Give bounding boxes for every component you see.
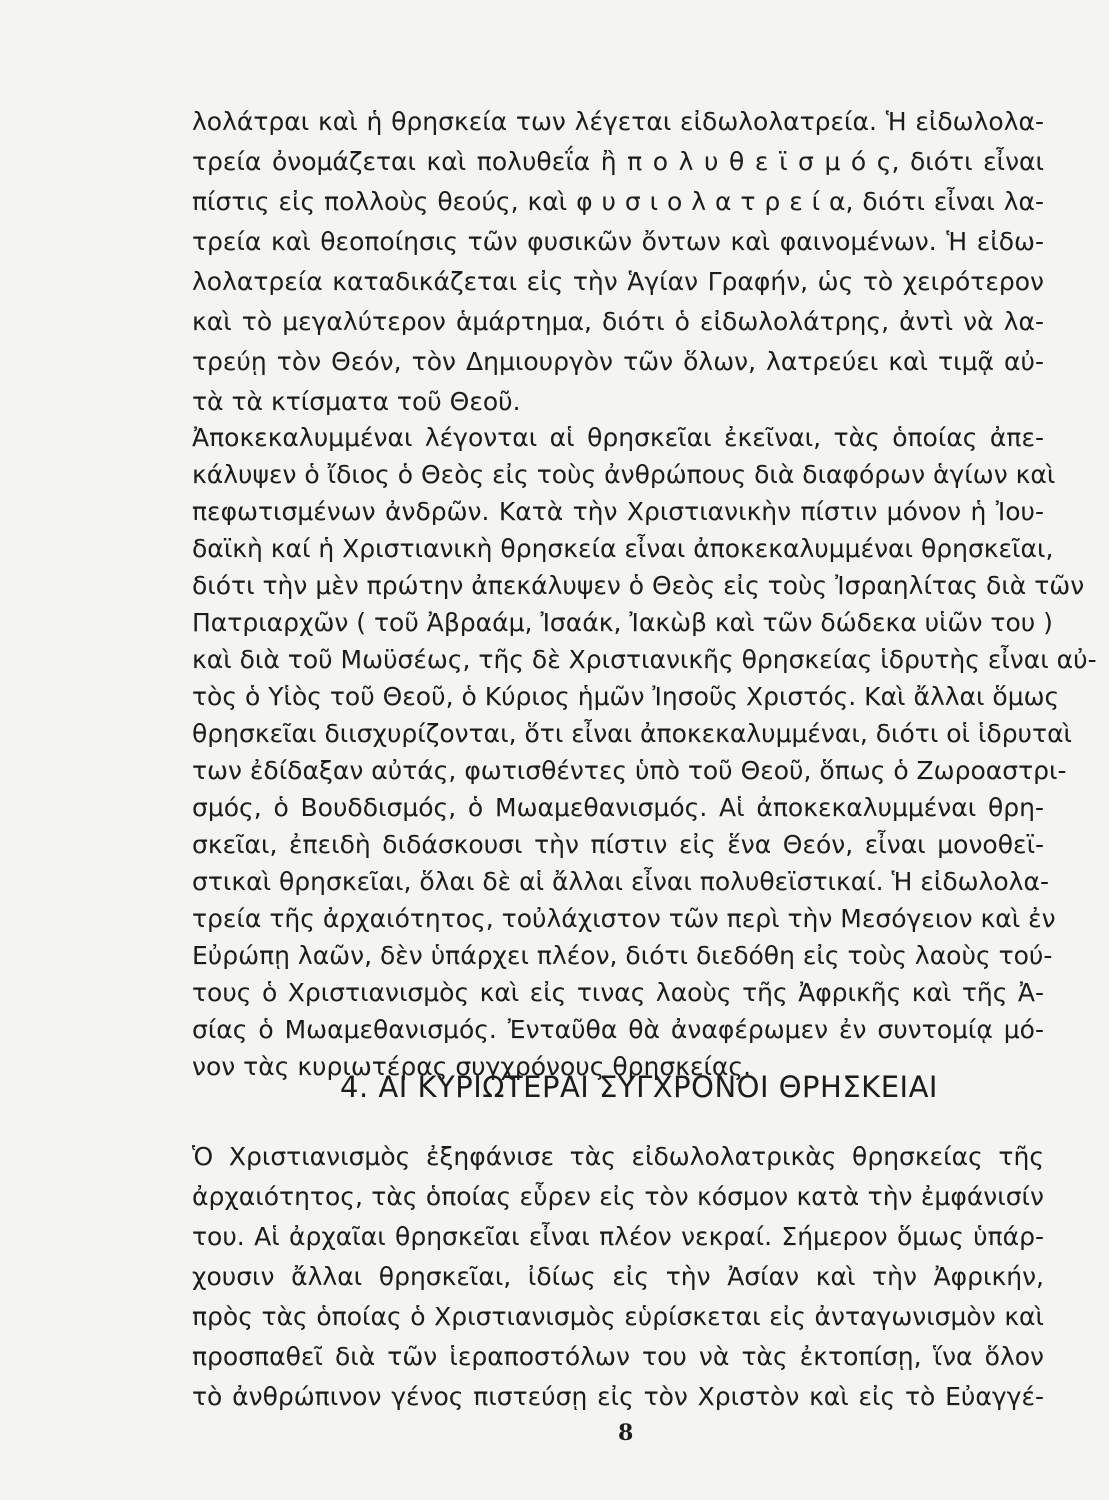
text-line: λολατρεία καταδικάζεται εἰς τὴν Ἁγίαν Γραφήν, ὡς τὸ χειρότερον [192, 267, 1044, 296]
text-line: λολάτραι καὶ ἡ θρησκεία των λέγεται εἰδωλολατρεία. Ἡ εἰδωλολα- [192, 107, 1044, 136]
text-line: τους ὁ Χριστιανισμὸς καὶ εἰς τινας λαοὺς τῆς Ἀφρικῆς καὶ τῆς Ἀ- [192, 978, 1044, 1007]
text-line: τρεία καὶ θεοποίησις τῶν φυσικῶν ὄντων καὶ φαινομένων. Ἡ εἰδω- [192, 227, 1044, 256]
text-line: Πατριαρχῶν ( τοῦ Ἀβραάμ, Ἰσαάκ, Ἰακὼβ καὶ τῶν δώδεκα υἱῶν του ) [192, 608, 1053, 637]
text-line: πεφωτισμένων ἀνδρῶν. Κατὰ τὴν Χριστιανικὴν πίστιν μόνον ἡ Ἰου- [192, 497, 1044, 526]
text-line: τρεία τῆς ἀρχαιότητος, τοὐλάχιστον τῶν περὶ τὴν Μεσόγειον καὶ ἐν [192, 904, 1056, 933]
text-line: κάλυψεν ὁ ἴδιος ὁ Θεὸς εἰς τοὺς ἀνθρώπους διὰ διαφόρων ἁγίων καὶ [192, 460, 1056, 489]
text-line: νον τὰς κυριωτέρας συγχρόνους θρησκείας. [192, 1052, 752, 1081]
text-line: χουσιν ἄλλαι θρησκεῖαι, ἰδίως εἰς τὴν Ἀσίαν καὶ τὴν Ἀφρικήν, [192, 1262, 1044, 1291]
text-line: Εὐρώπῃ λαῶν, δὲν ὑπάρχει πλέον, διότι διεδόθη εἰς τοὺς λαοὺς τού- [192, 941, 1053, 970]
text-line: στικαὶ θρησκεῖαι, ὅλαι δὲ αἱ ἄλλαι εἶναι πολυθεϊστικαί. Ἡ εἰδωλολα- [192, 867, 1049, 896]
text-line: του. Αἱ ἀρχαῖαι θρησκεῖαι εἶναι πλέον νεκραί. Σήμερον ὅμως ὑπάρ- [192, 1222, 1044, 1251]
text-line: τρεύῃ τὸν Θεόν, τὸν Δημιουργὸν τῶν ὅλων, λατρεύει καὶ τιμᾷ αὐ- [192, 347, 1044, 376]
text-line: ἀρχαιότητος, τὰς ὁποίας εὗρεν εἰς τὸν κόσμον κατὰ τὴν ἐμφάνισίν [192, 1182, 1044, 1211]
text-line: σκεῖαι, ἐπειδὴ διδάσκουσι τὴν πίστιν εἰς ἕνα Θεόν, εἶναι μονοθεϊ- [192, 830, 1044, 859]
text-line: σμός, ὁ Βουδδισμός, ὁ Μωαμεθανισμός. Αἱ ἀποκεκαλυμμέναι θρη- [192, 793, 1044, 822]
section-heading: 4. ΑΙ ΚΥΡΙΩΤΕΡΑΙ ΣΥΓΧΡΟΝΟΙ ΘΡΗΣΚΕΙΑΙ [340, 1070, 938, 1104]
text-line: θρησκεῖαι διισχυρίζονται, ὅτι εἶναι ἀποκεκαλυμμέναι, διότι οἱ ἱδρυταὶ [192, 719, 1073, 748]
text-line: πρὸς τὰς ὁποίας ὁ Χριστιανισμὸς εὑρίσκεται εἰς ἀνταγωνισμὸν καὶ [192, 1302, 1044, 1331]
text-line: διότι τὴν μὲν πρώτην ἀπεκάλυψεν ὁ Θεὸς εἰς τοὺς Ἰσραηλίτας διὰ τῶν [192, 571, 1085, 600]
page-number: 8 [618, 1420, 634, 1446]
text-line: πίστις εἰς πολλοὺς θεούς, καὶ φ υ σ ι ο λ α τ ρ ε ί α, διότι εἶναι λα- [192, 187, 1044, 216]
text-line: σίας ὁ Μωαμεθανισμός. Ἐνταῦθα θὰ ἀναφέρωμεν ἐν συντομίᾳ μό- [192, 1015, 1044, 1044]
text-line: τὰ τὰ κτίσματα τοῦ Θεοῦ. [192, 387, 521, 416]
text-line: καὶ τὸ μεγαλύτερον ἁμάρτημα, διότι ὁ εἰδωλολάτρης, ἀντὶ νὰ λα- [192, 307, 1044, 336]
text-line: των ἐδίδαξαν αὐτάς, φωτισθέντες ὑπὸ τοῦ Θεοῦ, ὅπως ὁ Ζωροαστρι- [192, 756, 1067, 785]
text-line: Ὁ Χριστιανισμὸς ἐξηφάνισε τὰς εἰδωλολατρικὰς θρησκείας τῆς [192, 1142, 1044, 1171]
text-line: προσπαθεῖ διὰ τῶν ἱεραποστόλων του νὰ τὰς ἐκτοπίσῃ, ἵνα ὅλον [192, 1342, 1044, 1371]
text-line: τὸ ἀνθρώπινον γένος πιστεύσῃ εἰς τὸν Χριστὸν καὶ εἰς τὸ Εὐαγγέ- [192, 1382, 1044, 1411]
text-line: καὶ διὰ τοῦ Μωϋσέως, τῆς δὲ Χριστιανικῆς θρησκείας ἱδρυτὴς εἶναι αὐ- [192, 645, 1097, 674]
text-line: τρεία ὀνομάζεται καὶ πολυθεΐα ἢ π ο λ υ θ ε ϊ σ μ ό ς, διότι εἶναι [192, 147, 1044, 176]
text-line: δαϊκὴ καί ἡ Χριστιανικὴ θρησκεία εἶναι ἀποκεκαλυμμέναι θρησκεῖαι, [192, 534, 1054, 563]
text-line: Ἀποκεκαλυμμέναι λέγονται αἱ θρησκεῖαι ἐκεῖναι, τὰς ὁποίας ἀπε- [192, 423, 1044, 452]
text-line: τὸς ὁ Υἱὸς τοῦ Θεοῦ, ὁ Κύριος ἡμῶν Ἰησοῦς Χριστός. Καὶ ἄλλαι ὅμως [192, 682, 1060, 711]
